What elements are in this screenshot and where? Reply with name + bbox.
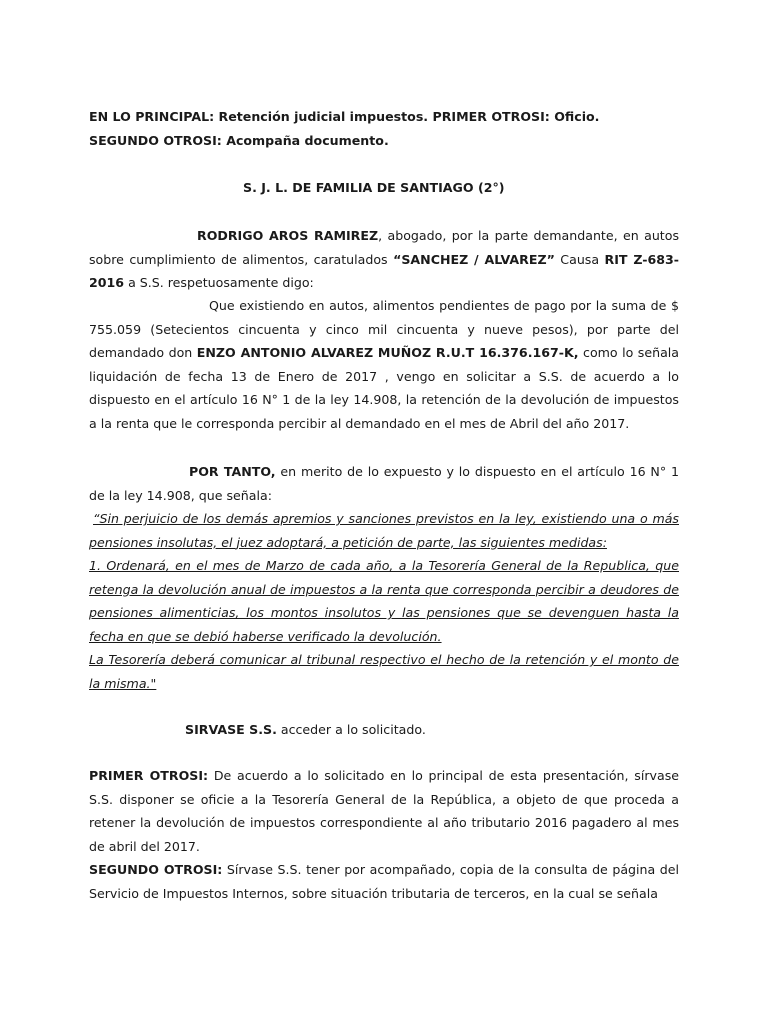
lawyer-name: RODRIGO AROS RAMIREZ (197, 228, 379, 243)
intro-text-2: Causa (554, 251, 605, 267)
legal-quote-item (89, 554, 679, 648)
court-name: S. J. L. DE FAMILIA DE SANTIAGO (2°) (243, 180, 505, 195)
primer-otrosi-label: PRIMER OTROSI: (428, 109, 550, 124)
rit-number: RIT Z-683-2016 (89, 251, 679, 290)
sirvase-paragraph (89, 718, 679, 742)
case-name: “SANCHEZ / ALVAREZ” (393, 251, 555, 267)
intro-text-3: a S.S. respetuosamente digo: (124, 275, 314, 290)
segundo-otrosi-text: Acompaña documento. (221, 132, 389, 148)
sirvase-text: acceder a lo solicitado. (276, 722, 426, 737)
quote-paragraph-2: 1. Ordenará, en el mes de Marzo de cada año, a la Tesorería General de la Republica, que retenga la devolución anual de impuestos a la renta que corresponda percibir a deudores de pensiones alimenticias, los montos insolutos y las pensiones que se devenguen hasta la fecha en que se debió haberse verificado la devolución. (89, 558, 679, 644)
quote-paragraph-3: La Tesorería deberá comunicar al tribunal respectivo el hecho de la retención y el monto de la misma." (89, 652, 679, 691)
debtor-name: ENZO ANTONIO ALVAREZ MUÑOZ R.U.T 16.376.167-K, (196, 345, 579, 360)
principal-text: Retención judicial impuestos. (214, 109, 429, 124)
quote-paragraph-1: “Sin perjuicio de los demás apremios y sanciones previstos en la ley, existiendo una o más pensiones insolutas, el juez adoptará, a petición de parte, las siguientes medidas: (89, 511, 679, 550)
primer-otrosi-section-text: De acuerdo a lo solicitado en lo principal de esta presentación, sírvase S.S. disponer se oficie a la Tesorería General de la República, a objeto de que proceda a retener la devolución de impuestos correspondiente al año tributario 2016 pagadero al mes de abril del 2017. (89, 768, 680, 854)
intro-text-1: , abogado, por la parte demandante, en autos sobre cumplimiento de alimentos, caratulados (89, 228, 679, 267)
principal-label: EN LO PRINCIPAL: (89, 109, 215, 124)
court-heading (243, 176, 643, 200)
segundo-otrosi-section-label: SEGUNDO OTROSI: (89, 862, 223, 877)
segundo-otrosi-paragraph (89, 858, 679, 905)
segundo-otrosi-section-text: Sírvase S.S. tener por acompañado, copia de la consulta de página del Servicio de Impuestos Internos, sobre situación tributaria de terceros, en la cual se señala (89, 862, 680, 901)
body-text-2: como lo señala liquidación de fecha 13 de Enero de 2017 , vengo en solicitar a S.S. de acuerdo a lo dispuesto en el artículo 16 N° 1 de la ley 14.908, la retención de la devolución de impuestos a la renta que le corresponda percibir al demandado en el mes de Abril del año 2017. (89, 345, 680, 431)
body-paragraph (89, 294, 679, 435)
por-tanto-label: POR TANTO, (189, 464, 276, 479)
intro-paragraph (89, 224, 679, 295)
por-tanto-paragraph (89, 460, 679, 507)
document-summary (89, 105, 679, 152)
primer-otrosi-paragraph (89, 764, 679, 858)
primer-otrosi-section-label: PRIMER OTROSI: (89, 768, 209, 783)
legal-quote (89, 507, 679, 554)
primer-otrosi-text: Oficio. (549, 109, 600, 124)
sirvase-label: SIRVASE S.S. (185, 722, 277, 737)
segundo-otrosi-label: SEGUNDO OTROSI: (89, 132, 222, 148)
legal-quote-closing (89, 648, 679, 695)
body-text-1: Que existiendo en autos, alimentos pendientes de pago por la suma de $ 755.059 (Setecientos cincuenta y cinco mil cincuenta y nueve pesos), por parte del demandado don (89, 298, 679, 360)
por-tanto-text: en merito de lo expuesto y lo dispuesto en el artículo 16 N° 1 de la ley 14.908, que señala: (89, 464, 679, 503)
